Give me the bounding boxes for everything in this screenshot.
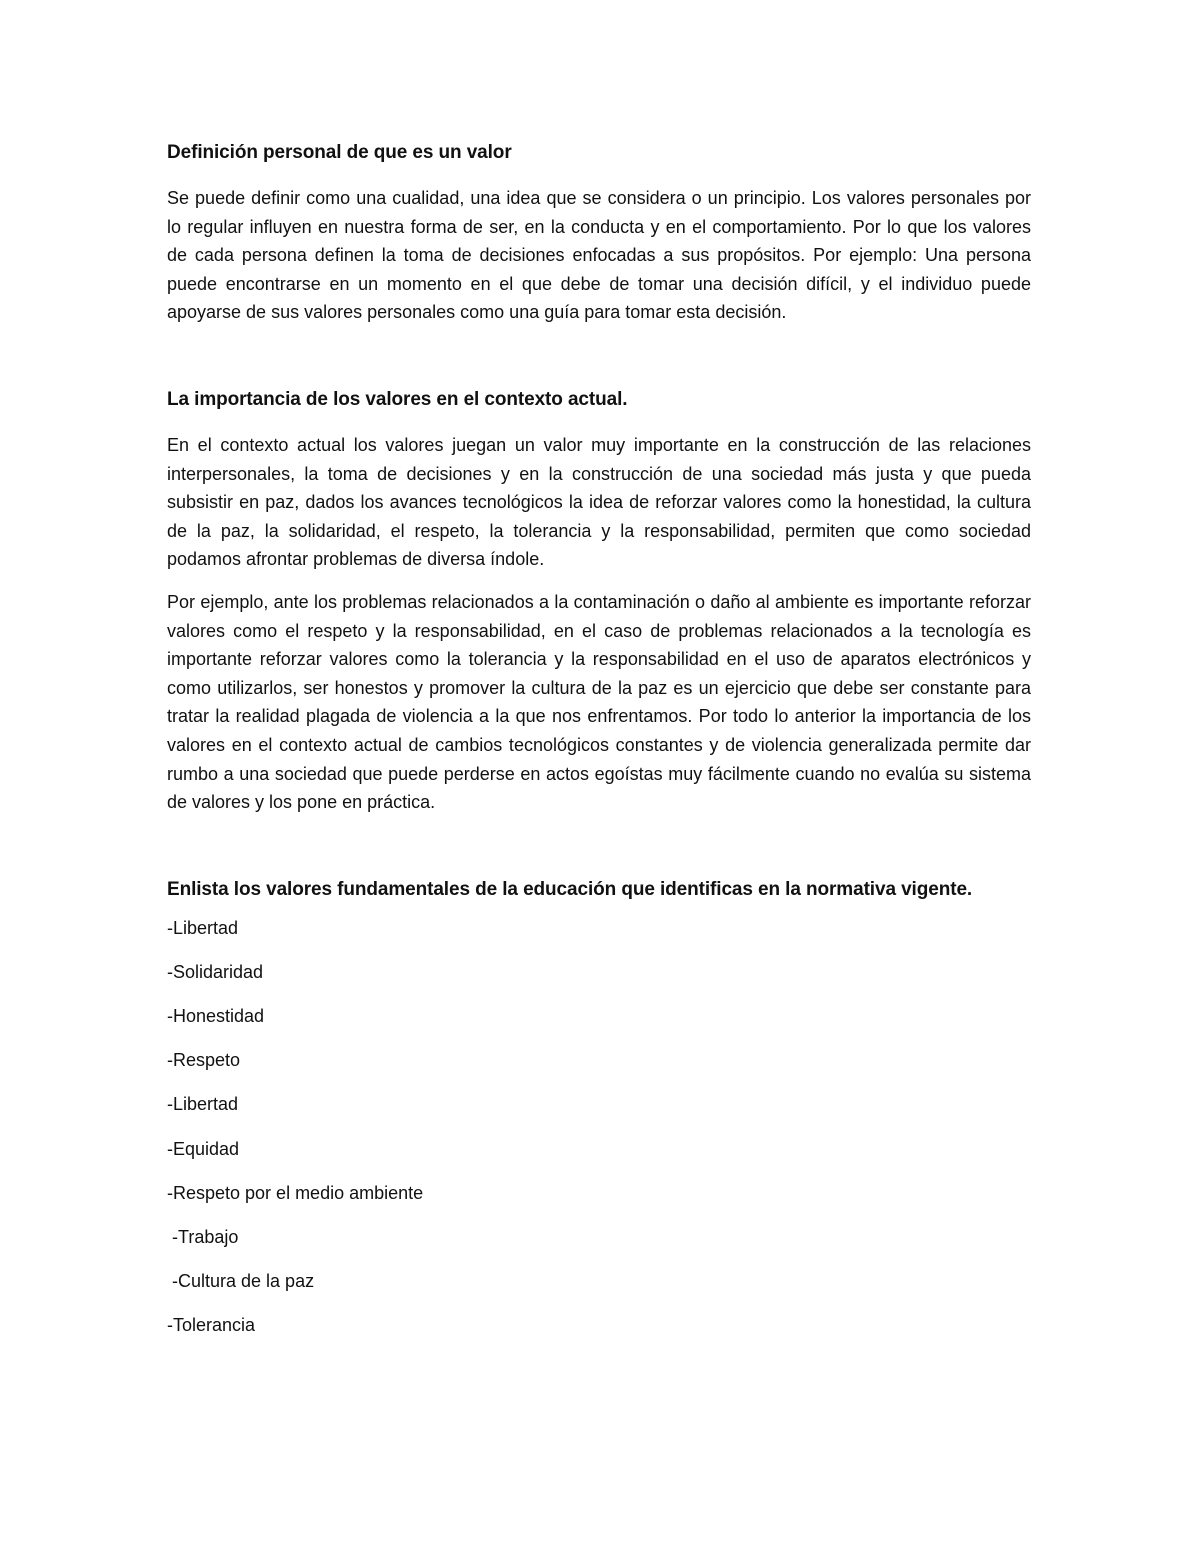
list-item: -Trabajo xyxy=(167,1227,239,1247)
list-item: -Honestidad xyxy=(167,1006,265,1027)
paragraph-importancia-1: En el contexto actual los valores juegan un valor muy importante en la construcción de las relaciones interpersonales, la toma de decisiones y en la construcción de una sociedad más justa y que pueda subsistir en paz, dados los avances tecnológicos la idea de reforzar valores como la honestidad, la cultura de la paz, la solidaridad, el respeto, la tolerancia y la responsabilidad, permiten que como sociedad podamos afrontar problemas de diversa índole. xyxy=(167,434,1031,570)
section-title-valores-fundamentales: Enlista los valores fundamentales de la educación que identificas en la normativa vigente. xyxy=(167,878,973,900)
list-item: -Tolerancia xyxy=(167,1315,256,1336)
list-item: -Respeto por el medio ambiente xyxy=(167,1182,424,1203)
paragraph-definicion: Se puede definir como una cualidad, una idea que se considera o un principio. Los valores personales por lo regular influyen en nuestra forma de ser, en la conducta y en el comportamiento. Por lo que los valores de cada persona definen la toma de decisiones enfocadas a sus propósitos. Por ejemplo: Una persona puede encontrarse en un momento en el que debe de tomar una decisión difícil, y el individuo puede apoyarse de sus valores personales como una guía para tomar esta decisión. xyxy=(167,188,1031,323)
list-item: -Solidaridad xyxy=(167,961,264,982)
paragraph-importancia-2: Por ejemplo, ante los problemas relacionados a la contaminación o daño al ambiente es importante reforzar valores como el respeto y la responsabilidad, en el caso de problemas relacionados a la tecnología es importante reforzar valores como la tolerancia y la responsabilidad en el uso de aparatos electrónicos y como utilizarlos, ser honestos y promover la cultura de la paz es un ejercicio que debe ser constante para tratar la realidad plagada de violencia a la que nos enfrentamos. Por todo lo anterior la importancia de los valores en el contexto actual de cambios tecnológicos constantes y de violencia generalizada permite dar rumbo a una sociedad que puede perderse en actos egoístas muy fácilmente cuando no evalúa su sistema de valores y los pone en práctica. xyxy=(167,591,1031,813)
values-list xyxy=(167,917,1031,1337)
list-item: -Libertad xyxy=(167,1094,239,1115)
section-title-importancia: La importancia de los valores en el contexto actual. xyxy=(167,388,628,410)
list-item: -Respeto xyxy=(167,1050,241,1071)
list-item: -Equidad xyxy=(167,1138,240,1159)
section-title-definicion: Definición personal de que es un valor xyxy=(167,142,512,163)
document-page xyxy=(167,138,1031,1359)
list-item: -Libertad xyxy=(167,917,239,938)
list-item: -Cultura de la paz xyxy=(167,1271,315,1292)
